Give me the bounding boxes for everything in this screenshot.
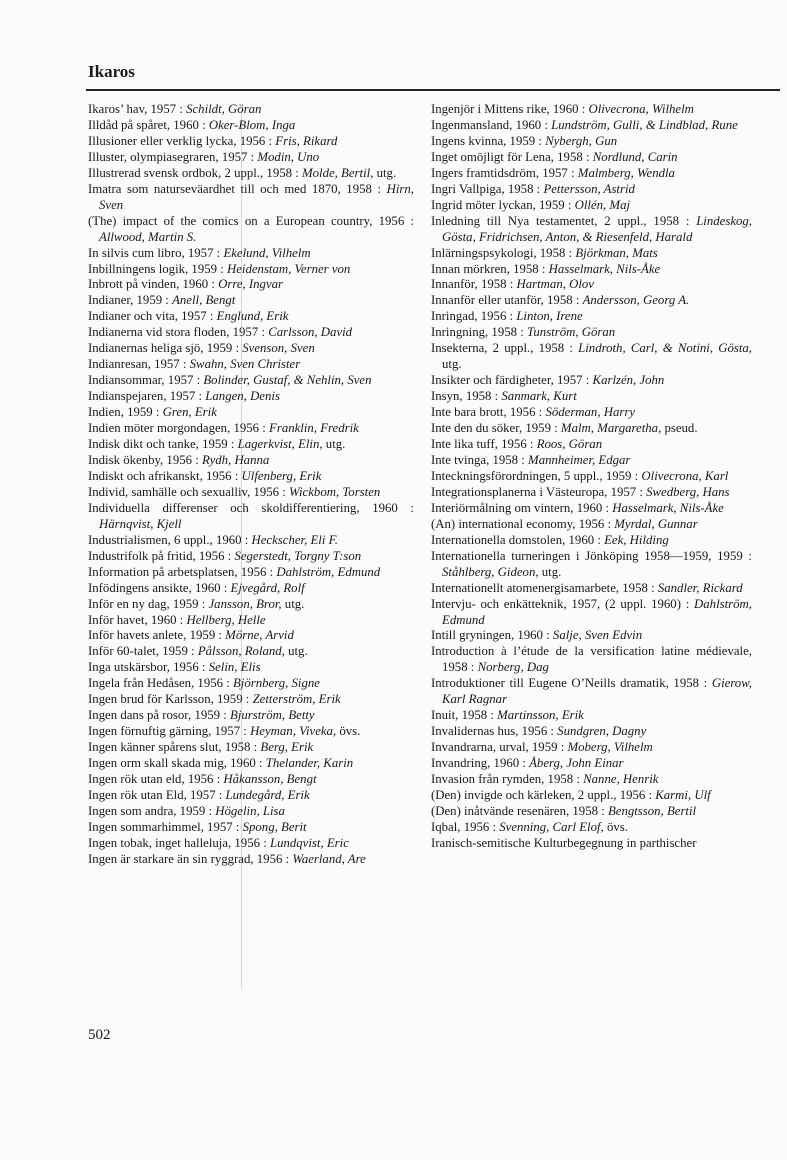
entry-author: Rydh, Hanna	[201, 452, 270, 467]
entry-title: Information på arbetsplatsen, 1956 :	[88, 564, 277, 579]
index-entry	[88, 214, 414, 246]
entry-author: Hasselmark, Nils-Åke	[548, 261, 661, 276]
entry-title: Internationellt atomenergisamarbete, 1958 :	[431, 580, 658, 595]
entry-author: Swahn, Sven Christer	[189, 357, 301, 372]
entry-author: Svenson, Sven	[242, 341, 315, 356]
index-entry	[88, 246, 414, 262]
entry-title: Inför 60-talet, 1959 :	[88, 644, 198, 659]
index-entry	[88, 405, 414, 421]
entry-author: Heckscher, Eli F.	[251, 532, 338, 547]
entry-title: Individ, samhälle och sexualliv, 1956 :	[88, 484, 290, 499]
entry-author: Heyman, Viveka,	[250, 724, 337, 739]
entry-author: Lindeskog, Gösta, Fridrichsen, Anton, & Riesenfeld, Harald	[442, 213, 752, 244]
entry-author: Dahlström, Edmund	[276, 564, 381, 579]
entry-title: (The) impact of the comics on a European country, 1956 :	[88, 213, 414, 228]
entry-author: Englund, Erik	[216, 309, 289, 324]
entry-title: Inte tvinga, 1958 :	[431, 452, 529, 467]
entry-author: Malmberg, Wendla	[577, 165, 675, 180]
entry-author: Pettersson, Astrid	[543, 181, 635, 196]
entry-author: Nanne, Henrik	[583, 772, 659, 787]
index-entry	[88, 357, 414, 373]
entry-title: Invandring, 1960 :	[431, 756, 530, 771]
index-entry	[88, 852, 414, 868]
entry-author: Tunström, Göran	[526, 325, 616, 340]
entry-author: Ollén, Maj	[574, 197, 631, 212]
entry-title: Indisk dikt och tanke, 1959 :	[88, 437, 238, 452]
entry-author: Olivecrona, Karl	[641, 468, 729, 483]
entry-author: Norberg, Dag	[477, 660, 549, 675]
index-entry	[431, 485, 752, 501]
entry-title: Introduktioner till Eugene O’Neills dramatik, 1958 :	[431, 676, 712, 691]
index-entry	[88, 150, 414, 166]
index-entry	[431, 708, 752, 724]
index-entry	[431, 214, 752, 246]
entry-author: Spong, Berit	[242, 819, 307, 834]
index-entry	[431, 820, 752, 836]
entry-author: Lagerkvist, Elin,	[237, 437, 323, 452]
entry-author: Eek, Hilding	[604, 532, 669, 547]
index-entry	[88, 644, 414, 660]
index-entry	[88, 437, 414, 453]
entry-author: Molde, Bertil,	[301, 165, 374, 180]
entry-author: Högelin, Lisa	[215, 803, 285, 818]
entry-author: Myrdal, Gunnar	[614, 516, 698, 531]
entry-author: Linton, Irene	[516, 309, 583, 324]
entry-author: Zetterström, Erik	[252, 692, 341, 707]
entry-author: Sanmark, Kurt	[501, 389, 577, 404]
entry-title: Inlärningspsykologi, 1958 :	[431, 245, 576, 260]
entry-title: Illustrerad svensk ordbok, 2 uppl., 1958 :	[88, 165, 302, 180]
entry-title: Invasion från rymden, 1958 :	[431, 772, 584, 787]
index-entry	[431, 501, 752, 517]
entry-author: Hirn, Sven	[99, 181, 414, 212]
index-entry	[88, 740, 414, 756]
entry-author: Bjurström, Betty	[230, 708, 315, 723]
index-entry	[88, 820, 414, 836]
entry-title: Ingen rök utan eld, 1956 :	[88, 772, 224, 787]
index-entry	[431, 676, 752, 708]
entry-author: Roos, Göran	[536, 437, 603, 452]
index-entry	[431, 597, 752, 629]
index-entry	[431, 277, 752, 293]
index-entry	[431, 724, 752, 740]
entry-title: Inget omöjligt för Lena, 1958 :	[431, 149, 593, 164]
entry-title: Intill gryningen, 1960 :	[431, 628, 553, 643]
index-entry	[88, 421, 414, 437]
entry-author: Svenning, Carl Elof,	[499, 819, 604, 834]
entry-title: Inte den du söker, 1959 :	[431, 421, 561, 436]
entry-author: Olivecrona, Wilhelm	[588, 102, 694, 116]
index-entry	[431, 437, 752, 453]
entry-author: Jansson, Bror,	[208, 596, 282, 611]
entry-author: Nordlund, Carin	[592, 149, 678, 164]
entry-title: Inför havet, 1960 :	[88, 612, 187, 627]
index-entry	[431, 836, 752, 852]
entry-author: Härnqvist, Kjell	[99, 516, 182, 531]
index-entry	[431, 325, 752, 341]
index-entry	[88, 772, 414, 788]
page-header-title: Ikaros	[88, 62, 135, 81]
entry-author: Gierow, Karl Ragnar	[442, 676, 752, 707]
index-entry	[431, 804, 752, 820]
entry-author: Ulfenberg, Erik	[241, 468, 322, 483]
entry-title: Indianer, 1959 :	[88, 293, 173, 308]
entry-title: Indianresan, 1957 :	[88, 357, 190, 372]
entry-author: Gren, Erik	[162, 405, 217, 420]
entry-title: Invandrarna, urval, 1959 :	[431, 740, 568, 755]
entry-author: Andersson, Georg A.	[582, 293, 690, 308]
entry-title: Inför havets anlete, 1959 :	[88, 628, 226, 643]
entry-title: Illdåd på spåret, 1960 :	[88, 117, 209, 132]
index-entry	[431, 453, 752, 469]
index-entry	[88, 581, 414, 597]
index-entry	[88, 804, 414, 820]
entry-author: Franklin, Fredrik	[269, 421, 359, 436]
entry-author: Bengtsson, Bertil	[607, 803, 697, 818]
index-entry	[88, 469, 414, 485]
index-entry	[431, 246, 752, 262]
index-entry	[88, 182, 414, 214]
entry-title: Internationella domstolen, 1960 :	[431, 532, 605, 547]
entry-author: Björkman, Mats	[575, 245, 658, 260]
entry-title: Inuit, 1958 :	[431, 708, 498, 723]
index-entry	[88, 118, 414, 134]
entry-title: Inringning, 1958 :	[431, 325, 527, 340]
entry-title: Indiskt och afrikanskt, 1956 :	[88, 468, 242, 483]
entry-author: Lindroth, Carl, & Notini, Gösta,	[578, 341, 752, 356]
index-entry	[88, 708, 414, 724]
entry-title: Imatra som naturseväardhet till och med 1870, 1958 :	[88, 181, 387, 196]
entry-title: Infödingens ansikte, 1960 :	[88, 580, 231, 595]
index-entry	[431, 533, 752, 549]
entry-title: Ingens kvinna, 1959 :	[431, 133, 546, 148]
index-entry	[88, 309, 414, 325]
entry-author: Sundgren, Dagny	[557, 724, 647, 739]
index-entry	[431, 309, 752, 325]
page-number: 502	[88, 1027, 111, 1043]
index-entry	[88, 389, 414, 405]
entry-title: Inteckningsförordningen, 5 uppl., 1959 :	[431, 468, 642, 483]
entry-title: Ingenjör i Mittens rike, 1960 :	[431, 102, 589, 116]
entry-author: Karmi, Ulf	[655, 787, 711, 802]
entry-title: Ingers framtidsdröm, 1957 :	[431, 165, 578, 180]
index-entry	[88, 293, 414, 309]
entry-suffix: utg.	[322, 437, 346, 452]
index-entry	[88, 341, 414, 357]
entry-title: Industrifolk på fritid, 1956 :	[88, 548, 235, 563]
index-entry	[88, 102, 414, 118]
entry-author: Håkansson, Bengt	[223, 772, 317, 787]
index-entry	[431, 182, 752, 198]
entry-suffix: utg.	[538, 564, 562, 579]
entry-title: (Den) invigde och kärleken, 2 uppl., 1956 :	[431, 787, 656, 802]
entry-title: Indianerna vid stora floden, 1957 :	[88, 325, 269, 340]
entry-title: Individuella differenser och skoldifferentiering, 1960 :	[88, 500, 414, 515]
entry-author: Sandler, Rickard	[657, 580, 743, 595]
index-entry	[431, 102, 752, 118]
index-entry	[431, 262, 752, 278]
entry-title: Insyn, 1958 :	[431, 389, 502, 404]
entry-title: Indien, 1959 :	[88, 405, 163, 420]
index-entry	[88, 756, 414, 772]
index-entry	[431, 166, 752, 182]
entry-author: Berg, Erik	[260, 740, 314, 755]
entry-title: Integrationsplanerna i Västeuropa, 1957 :	[431, 484, 647, 499]
index-entry	[431, 644, 752, 676]
entry-title: Insikter och färdigheter, 1957 :	[431, 373, 593, 388]
index-entry	[88, 549, 414, 565]
entry-title: Industrialismen, 6 uppl., 1960 :	[88, 532, 252, 547]
index-entry	[431, 788, 752, 804]
index-entry	[431, 740, 752, 756]
entry-title: Inbrott på vinden, 1960 :	[88, 277, 219, 292]
index-entry	[431, 118, 752, 134]
index-entry	[431, 756, 752, 772]
entry-author: Heidenstam, Verner von	[227, 261, 351, 276]
entry-suffix: övs.	[336, 724, 361, 739]
entry-author: Lundegård, Erik	[225, 787, 310, 802]
entry-title: Ingenmansland, 1960 :	[431, 117, 552, 132]
entry-title: Ingen brud för Karlsson, 1959 :	[88, 692, 253, 707]
entry-title: Inför en ny dag, 1959 :	[88, 596, 209, 611]
entry-title: Interiörmålning om vintern, 1960 :	[431, 500, 613, 515]
index-entry	[88, 628, 414, 644]
entry-title: Intervju- och enkätteknik, 1957, (2 uppl. 1960) :	[431, 596, 695, 611]
entry-title: Ingen är starkare än sin ryggrad, 1956 :	[88, 851, 293, 866]
entry-title: Iqbal, 1956 :	[431, 819, 500, 834]
index-entry	[88, 660, 414, 676]
index-entry	[431, 581, 752, 597]
entry-title: Iranisch-semitische Kulturbegegnung in parthischer	[431, 835, 697, 850]
header-rule	[86, 89, 780, 91]
entry-title: Invalidernas hus, 1956 :	[431, 724, 558, 739]
entry-author: Söderman, Harry	[545, 405, 636, 420]
entry-title: Ingen tobak, inget halleluja, 1956 :	[88, 835, 270, 850]
entry-suffix: pseud.	[661, 421, 698, 436]
entry-title: Illuster, olympiasegraren, 1957 :	[88, 149, 258, 164]
right-column	[431, 102, 752, 852]
entry-author: Orre, Ingvar	[218, 277, 284, 292]
entry-title: Ingen dans på rosor, 1959 :	[88, 708, 231, 723]
entry-author: Lundqvist, Eric	[269, 835, 349, 850]
index-entry	[88, 788, 414, 804]
entry-title: Indianspejaren, 1957 :	[88, 389, 206, 404]
entry-author: Langen, Denis	[205, 389, 280, 404]
index-entry	[88, 325, 414, 341]
entry-author: Malm, Margaretha,	[560, 421, 662, 436]
entry-title: Illusioner eller verklig lycka, 1956 :	[88, 133, 276, 148]
entry-title: Ingen som andra, 1959 :	[88, 803, 216, 818]
entry-suffix: utg.	[281, 596, 305, 611]
index-entry	[88, 277, 414, 293]
index-entry	[431, 150, 752, 166]
entry-author: Waerland, Are	[292, 851, 366, 866]
entry-author: Pålsson, Roland,	[197, 644, 285, 659]
entry-author: Nybergh, Gun	[545, 133, 618, 148]
entry-author: Ekelund, Vilhelm	[223, 245, 311, 260]
entry-title: Innan mörkren, 1958 :	[431, 261, 549, 276]
index-entry	[431, 389, 752, 405]
index-entry	[431, 341, 752, 373]
entry-title: Ingen förnuftig gärning, 1957 :	[88, 724, 251, 739]
entry-title: Insekterna, 2 uppl., 1958 :	[431, 341, 579, 356]
entry-author: Mörne, Arvid	[225, 628, 294, 643]
entry-title: Ingri Vallpiga, 1958 :	[431, 181, 544, 196]
index-entry	[88, 262, 414, 278]
entry-author: Modin, Uno	[257, 149, 320, 164]
index-entry	[88, 373, 414, 389]
entry-author: Hartman, Olov	[516, 277, 594, 292]
index-entry	[88, 724, 414, 740]
index-entry	[88, 676, 414, 692]
entry-author: Bolinder, Gustaf, & Nehlin, Sven	[203, 373, 372, 388]
entry-author: Salje, Sven Edvin	[552, 628, 643, 643]
entry-author: Thelander, Karin	[265, 756, 354, 771]
entry-title: Internationella turneringen i Jönköping 1958—1959, 1959 :	[431, 548, 752, 563]
index-entry	[88, 134, 414, 150]
entry-title: (Den) inåtvände resenären, 1958 :	[431, 803, 608, 818]
entry-author: Björnberg, Signe	[232, 676, 320, 691]
entry-author: Anell, Bengt	[172, 293, 236, 308]
index-entry	[431, 373, 752, 389]
entry-title: Ingen sommarhimmel, 1957 :	[88, 819, 243, 834]
index-entry	[88, 597, 414, 613]
entry-author: Swedberg, Hans	[646, 484, 730, 499]
entry-author: Carlsson, David	[268, 325, 353, 340]
index-entry	[88, 613, 414, 629]
index-entry	[431, 293, 752, 309]
entry-author: Hellberg, Helle	[186, 612, 266, 627]
entry-title: Innanför, 1958 :	[431, 277, 517, 292]
entry-title: Inte bara brott, 1956 :	[431, 405, 546, 420]
entry-title: Introduction à l’étude de la versification latine médievale, 1958 :	[431, 644, 752, 675]
entry-author: Lundström, Gulli, & Lindblad, Rune	[551, 117, 738, 132]
entry-title: Indiansommar, 1957 :	[88, 373, 204, 388]
entry-title: Ikaros’ hav, 1957 :	[88, 102, 187, 116]
entry-author: Ejvegård, Rolf	[230, 580, 305, 595]
entry-author: Wickbom, Torsten	[289, 484, 381, 499]
index-entry	[431, 198, 752, 214]
entry-author: Karlzén, John	[592, 373, 665, 388]
index-entry	[431, 405, 752, 421]
index-entry	[431, 772, 752, 788]
entry-title: Ingela från Hedåsen, 1956 :	[88, 676, 233, 691]
entry-title: Inbillningens logik, 1959 :	[88, 261, 227, 276]
index-entry	[431, 517, 752, 533]
entry-title: Indisk ökenby, 1956 :	[88, 452, 202, 467]
entry-author: Dahlström, Edmund	[442, 596, 752, 627]
entry-author: Ståhlberg, Gideon,	[442, 564, 539, 579]
index-entry	[88, 501, 414, 533]
index-entry	[88, 533, 414, 549]
entry-title: Inringad, 1956 :	[431, 309, 517, 324]
entry-author: Mannheimer, Edgar	[528, 452, 631, 467]
entry-title: Innanför eller utanför, 1958 :	[431, 293, 583, 308]
index-entry	[88, 485, 414, 501]
entry-title: In silvis cum libro, 1957 :	[88, 245, 224, 260]
entry-title: Indianer och vita, 1957 :	[88, 309, 217, 324]
index-entry	[88, 565, 414, 581]
entry-title: Inga utskärsbor, 1956 :	[88, 660, 209, 675]
entry-author: Selin, Elis	[208, 660, 261, 675]
index-entry	[431, 628, 752, 644]
entry-suffix: utg.	[373, 165, 397, 180]
entry-author: Oker-Blom, Inga	[208, 117, 296, 132]
entry-author: Martinsson, Erik	[497, 708, 584, 723]
index-entry	[88, 692, 414, 708]
entry-suffix: utg.	[442, 357, 462, 372]
entry-title: (An) international economy, 1956 :	[431, 516, 615, 531]
entry-title: Indien möter morgondagen, 1956 :	[88, 421, 270, 436]
entry-author: Fris, Rikard	[275, 133, 338, 148]
entry-suffix: utg.	[284, 644, 308, 659]
index-entry	[431, 469, 752, 485]
index-entry	[431, 421, 752, 437]
entry-author: Segerstedt, Torgny T:son	[234, 548, 362, 563]
entry-title: Inte lika tuff, 1956 :	[431, 437, 537, 452]
entry-title: Indianernas heliga sjö, 1959 :	[88, 341, 243, 356]
entry-suffix: övs.	[603, 819, 628, 834]
index-entry	[431, 134, 752, 150]
entry-author: Åberg, John Einar	[529, 756, 624, 771]
left-column	[88, 102, 414, 868]
index-entry	[88, 166, 414, 182]
entry-title: Ingrid möter lyckan, 1959 :	[431, 197, 575, 212]
entry-author: Hasselmark, Nils-Åke	[612, 500, 724, 515]
entry-author: Schildt, Göran	[186, 102, 262, 116]
index-entry	[88, 453, 414, 469]
entry-title: Ingen känner spårens slut, 1958 :	[88, 740, 261, 755]
index-entry	[431, 549, 752, 581]
entry-title: Ingen orm skall skada mig, 1960 :	[88, 756, 266, 771]
entry-title: Inledning till Nya testamentet, 2 uppl., 1958 :	[431, 213, 697, 228]
entry-author: Moberg, Vilhelm	[567, 740, 653, 755]
index-entry	[88, 836, 414, 852]
entry-title: Ingen rök utan Eld, 1957 :	[88, 787, 226, 802]
entry-author: Allwood, Martin S.	[99, 229, 197, 244]
